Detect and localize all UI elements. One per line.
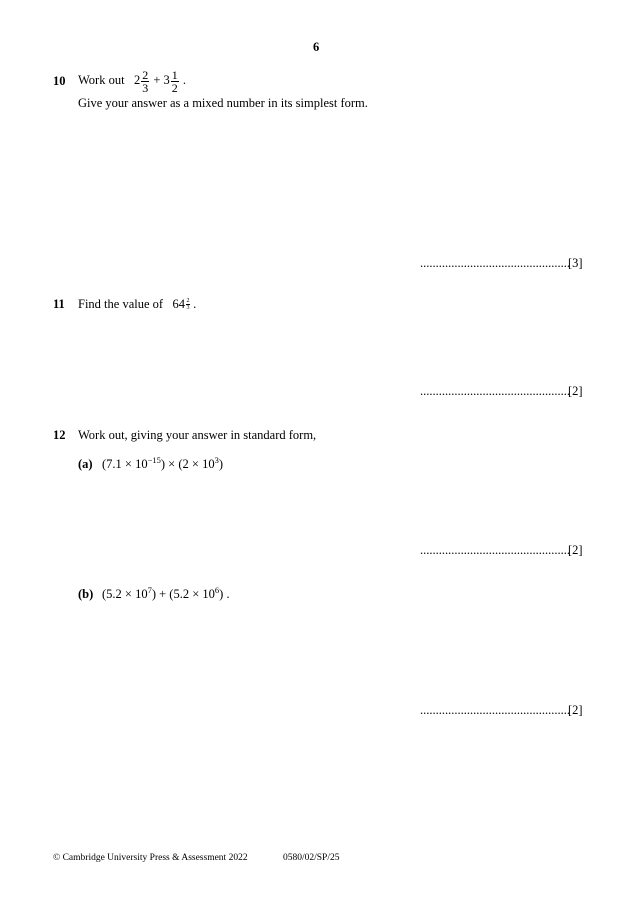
q12a-part-2: ) × (2 × 10 xyxy=(160,457,215,471)
question-10-marks: [3] xyxy=(568,256,583,270)
question-11-number: 11 xyxy=(53,297,65,311)
q12a-part-1: (7.1 × 10 xyxy=(102,457,148,471)
question-12a-expression xyxy=(102,457,223,472)
q12b-part-1: (5.2 × 10 xyxy=(102,587,148,601)
q12b-part-3: ) . xyxy=(219,587,230,601)
question-11-answer-line[interactable]: ................................................ xyxy=(420,384,570,398)
q10-operator: + xyxy=(153,73,161,87)
q12a-part-3: ) xyxy=(218,457,223,471)
q12a-exponent-1: −15 xyxy=(147,455,161,465)
question-12b-marks: [2] xyxy=(568,703,583,717)
q12b-exponent-2: 6 xyxy=(214,585,220,595)
q10-prefix: Work out xyxy=(78,73,125,87)
question-11-expression xyxy=(78,297,196,312)
q10-fraction-1 xyxy=(141,69,149,94)
q11-exponent-fraction xyxy=(186,298,190,311)
page-number: 6 xyxy=(313,40,320,54)
question-12b-expression xyxy=(102,587,230,602)
question-12b-answer-line[interactable]: ................................................ xyxy=(420,703,570,717)
q11-base: 64 xyxy=(172,297,185,311)
question-12-number: 12 xyxy=(53,428,66,442)
question-10-instruction: Give your answer as a mixed number in its simplest form. xyxy=(78,96,368,110)
q12b-exponent-1: 7 xyxy=(147,585,152,595)
q10-fraction-2 xyxy=(171,69,179,94)
question-12a-answer-line[interactable]: ................................................ xyxy=(420,543,570,557)
question-10-answer-line[interactable]: ................................................ xyxy=(420,256,570,270)
question-10-number: 10 xyxy=(53,74,66,88)
footer-copyright: © Cambridge University Press & Assessment 2022 xyxy=(53,853,248,863)
q11-exponent-denominator: 3 xyxy=(186,305,190,311)
q10-denominator-1: 3 xyxy=(142,80,149,95)
footer-paper-code: 0580/02/SP/25 xyxy=(283,853,340,863)
question-10-expression xyxy=(78,66,186,94)
q10-denominator-2: 2 xyxy=(171,80,178,95)
question-12a-label: (a) xyxy=(78,457,93,471)
q11-exponent-numerator: 2 xyxy=(186,298,190,304)
q11-end: . xyxy=(193,297,197,311)
q10-whole-1: 2 xyxy=(133,73,141,87)
q11-prefix: Find the value of xyxy=(78,297,164,311)
question-12-text: Work out, giving your answer in standard form, xyxy=(78,428,317,442)
q10-numerator-2: 1 xyxy=(171,67,178,82)
q10-whole-2: 3 xyxy=(163,73,170,87)
question-11-marks: [2] xyxy=(568,384,583,398)
q12a-exponent-2: 3 xyxy=(214,455,219,465)
q10-end: . xyxy=(182,73,186,87)
q10-numerator-1: 2 xyxy=(142,67,149,82)
question-12a-marks: [2] xyxy=(568,543,583,557)
q12b-part-2: ) + (5.2 × 10 xyxy=(151,587,215,601)
question-12b-label: (b) xyxy=(78,587,94,601)
